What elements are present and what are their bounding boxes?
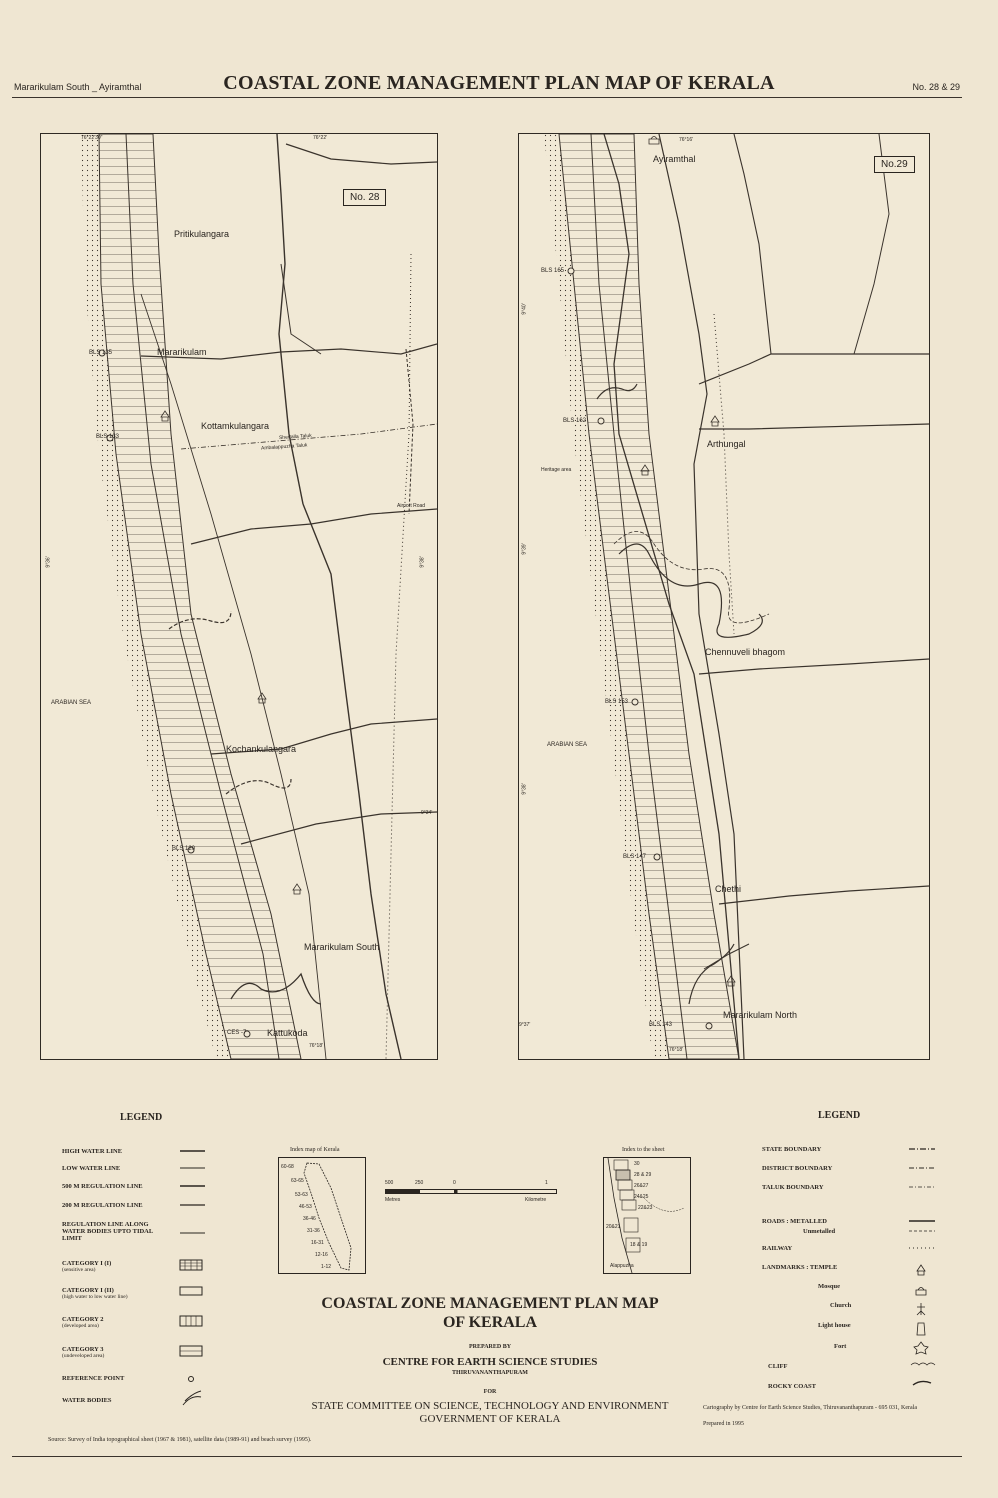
coord-bottom: 76°18': [669, 1047, 684, 1053]
legend-railway: RAILWAY: [762, 1245, 793, 1252]
coord-left-bottom: 9°37': [519, 1022, 531, 1028]
place-arthungal: Arthungal: [707, 439, 746, 449]
footer-rule: [12, 1456, 962, 1457]
place-kottamkulangara: Kottamkulangara: [201, 421, 270, 431]
place-chethi: Chethi: [715, 884, 742, 894]
index-map-kerala[interactable]: 60-68 63-65 53-63 46-53 36-46 31-36 16-31 12-16 1-12: [278, 1157, 366, 1274]
org-name: CENTRE FOR EARTH SCIENCE STUDIES: [382, 1356, 598, 1368]
center-title-line2: OF KERALA: [442, 1314, 538, 1331]
legend-200m-line: 200 M REGULATION LINE: [62, 1202, 143, 1209]
legend-cliff: CLIFF: [768, 1363, 788, 1370]
ref-bls-120: BLS 120: [172, 846, 196, 852]
legend-right-symbols: [905, 1143, 941, 1393]
legend-church: Church: [830, 1302, 852, 1309]
coord-top: 76°22': [313, 135, 328, 141]
label-heritage-area: Heritage area: [541, 467, 572, 473]
legend-high-water-line: HIGH WATER LINE: [62, 1148, 123, 1155]
legend-low-water-line: LOW WATER LINE: [62, 1165, 121, 1172]
page-title: COASTAL ZONE MANAGEMENT PLAN MAP OF KERALA: [223, 72, 775, 94]
place-mararikulam-south: Mararikulam South: [304, 942, 380, 952]
coord-left-upper: 9°40': [521, 303, 528, 315]
coord-top: 76°16': [679, 137, 694, 143]
legend-mosque: Mosque: [818, 1283, 841, 1290]
place-pritikulangara: Pritikulangara: [174, 229, 230, 239]
map-29-number: No.29: [874, 156, 915, 173]
header-rule: [12, 97, 962, 98]
ref-ces-7: CES -7: [227, 1030, 247, 1036]
header-sheet-number: No. 28 & 29: [912, 82, 960, 92]
legend-taluk-boundary: TALUK BOUNDARY: [762, 1184, 824, 1191]
prepared-by: PREPARED BY: [468, 1344, 512, 1350]
map-sheet-28[interactable]: [40, 133, 438, 1060]
coord-left: 9°36': [45, 556, 52, 568]
index-kerala-title: Index map of Kerala: [290, 1147, 340, 1153]
label-shertalla-taluk: Shertalla Taluk: [278, 432, 312, 442]
place-chennuveli-bhagom: Chennuveli bhagom: [705, 647, 786, 657]
coord-top-left: 76°22'30": [81, 135, 103, 141]
coord-left-mid: 9°39': [521, 543, 528, 555]
center-title-line1: COASTAL ZONE MANAGEMENT PLAN MAP: [321, 1295, 659, 1312]
legend-water-bodies: WATER BODIES: [62, 1397, 112, 1404]
legend-rocky-coast: ROCKY COAST: [768, 1383, 816, 1390]
index-to-sheet[interactable]: 30 28 & 29 26&27 24&25 22&23 20&21 18 & 19 Alappuzha: [603, 1157, 691, 1274]
legend-reference-point: REFERENCE POINT: [62, 1375, 125, 1382]
legend-regulation-water-bodies: REGULATION LINE ALONG WATER BODIES UPTO TIDAL LIMIT: [62, 1221, 153, 1242]
place-ayiramthal: Ayiramthal: [653, 154, 696, 164]
legend-category-2: CATEGORY 2 (developed area): [62, 1316, 104, 1329]
label-airport-road: Airport Road: [397, 503, 426, 509]
place-kochankulangara: Kochankulangara: [226, 744, 297, 754]
legend-light-house: Light house: [818, 1322, 851, 1329]
ref-bls-133: BLS 133: [96, 434, 120, 440]
ref-bls-153: BLS 153: [605, 699, 629, 705]
ref-bls-147: BLS 147: [623, 854, 647, 860]
ref-bls-135: BLS 135: [89, 350, 113, 356]
label-ambalappuzha-taluk: Ambalappuzha Taluk: [260, 442, 308, 452]
legend-left-title: LEGEND: [120, 1112, 163, 1123]
map-sheet-29[interactable]: [518, 133, 930, 1060]
place-kattukoda: Kattukoda: [267, 1028, 308, 1038]
source-note: Source: Survey of India topographical sheet (1967 & 1981), satellite data (1989-91) and beach survey (1995).: [48, 1437, 312, 1443]
legend-right-title: LEGEND: [818, 1110, 861, 1121]
legend-500m-line: 500 M REGULATION LINE: [62, 1183, 143, 1190]
index-sheet-title: Index to the sheet: [622, 1147, 665, 1153]
ref-bls-165: BLS 165: [541, 268, 565, 274]
legend-fort: Fort: [834, 1343, 847, 1350]
coord-right-lower: 9°34': [421, 810, 433, 816]
label-arabian-sea: ARABIAN SEA: [547, 742, 588, 748]
legend-category-1i: CATEGORY I (I) (sensitive area): [62, 1260, 112, 1273]
map-28-number: No. 28: [343, 189, 386, 206]
coord-left-lower: 9°38': [521, 783, 528, 795]
legend-temple: LANDMARKS : TEMPLE: [762, 1264, 838, 1271]
legend-roads-metalled: ROADS : METALLED: [762, 1218, 827, 1225]
place-mararikulam: Mararikulam: [157, 347, 207, 357]
government-name: GOVERNMENT OF KERALA: [419, 1413, 561, 1425]
legend-roads-unmetalled: Unmetalled: [803, 1228, 836, 1235]
legend-district-boundary: DISTRICT BOUNDARY: [762, 1165, 833, 1172]
label-arabian-sea: ARABIAN SEA: [51, 700, 92, 706]
map-29-drawing: [519, 134, 929, 1059]
prepared-year: Prepared in 1995: [703, 1421, 744, 1427]
coord-bottom: 76°18': [309, 1043, 324, 1049]
legend-state-boundary: STATE BOUNDARY: [762, 1146, 822, 1153]
legend-category-3: CATEGORY 3 (undeveloped area): [62, 1346, 105, 1359]
header-sheet-names: Mararikulam South _ Ayiramthal: [14, 82, 142, 92]
for-label: FOR: [483, 1389, 497, 1395]
cartography-credit: Cartography by Centre for Earth Science Studies, Thiruvananthapuram - 695 031, Kerala: [703, 1405, 917, 1411]
map-28-drawing: [41, 134, 437, 1059]
legend-category-1ii: CATEGORY I (II) (high water to low water line): [62, 1287, 128, 1300]
scale-bar: 500 250 0 1 Metres Kilometre: [385, 1180, 555, 1210]
coord-right: 9°38': [419, 556, 426, 568]
ref-bls-162: BLS 162: [563, 418, 587, 424]
ref-bls-143: BLS 143: [649, 1022, 673, 1028]
org-city: THIRUVANANTHAPURAM: [452, 1370, 528, 1376]
place-mararikulam-north: Mararikulam North: [723, 1010, 798, 1020]
legend-left-symbols: [175, 1145, 215, 1415]
committee-name: STATE COMMITTEE ON SCIENCE, TECHNOLOGY AND ENVIRONMENT: [311, 1400, 669, 1412]
mosque-icon: [649, 137, 659, 145]
